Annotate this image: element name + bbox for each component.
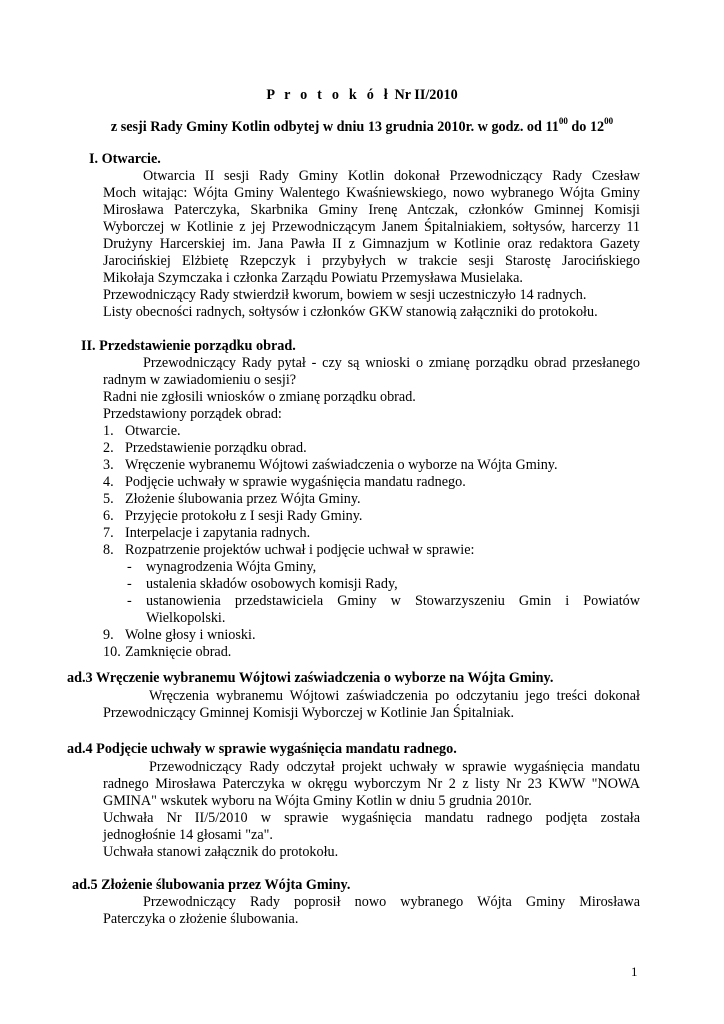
list-item: 10. Zamknięcie obrad. (103, 644, 232, 660)
agenda-intro-line: radnym w zawiadomieniu o sesji? (103, 372, 297, 388)
ad4-line: radnego Mirosława Paterczyka w okręgu wyborczym Nr 2 z listy Nr 23 KWW "NOWA (103, 776, 640, 792)
opening-line: Otwarcia II sesji Rady Gminy Kotlin dokonał Przewodniczący Rady Czesław (143, 168, 640, 184)
section-heading-opening: I. Otwarcie. (89, 151, 161, 167)
ad5-paragraph (103, 894, 640, 928)
ad3-line: Wręczenia wybranemu Wójtowi zaświadczenia po odczytaniu jego treści dokonał (149, 688, 640, 704)
opening-line: Drużyny Harcerskiej im. Jana Pawła II z Gimnazjum w Kotlinie oraz redaktora Gazety (103, 236, 640, 252)
ad5-line: Paterczyka o złożenie ślubowania. (103, 911, 299, 927)
opening-line: Wyborczej w Kotlinie z jej Przewodniczącym Janem Śpitalniakiem, sołtysów, harcerzy 11 (103, 219, 640, 235)
ad4-line: Przewodniczący Rady odczytał projekt uchwały w sprawie wygaśnięcia mandatu (149, 759, 640, 775)
ad5-heading: ad.5 Złożenie ślubowania przez Wójta Gminy. (72, 877, 351, 893)
sub-list-item: - wynagrodzenia Wójta Gminy, (127, 559, 317, 575)
section-heading-agenda: II. Przedstawienie porządku obrad. (81, 338, 296, 354)
agenda-list (103, 423, 640, 661)
list-item: 4. Podjęcie uchwały w sprawie wygaśnięcia mandatu radnego. (103, 474, 466, 490)
list-item: 2. Przedstawienie porządku obrad. (103, 440, 307, 456)
ad4-line: Uchwała Nr II/5/2010 w sprawie wygaśnięcia mandatu radnego podjęta została (103, 810, 640, 826)
ad4-line: GMINA" wskutek wyboru na Wójta Gminy Kotlin w dniu 5 grudnia 2010r. (103, 793, 532, 809)
ad5-line: Przewodniczący Rady poprosił nowo wybranego Wójta Gminy Mirosława (143, 894, 640, 910)
ad4-line: Uchwała stanowi załącznik do protokołu. (103, 844, 339, 860)
opening-paragraph (103, 168, 640, 321)
agenda-intro (103, 355, 640, 423)
opening-line: Mikołaja Szymczaka i członka Zarządu Powiatu Przemysława Musielaka. (103, 270, 523, 286)
ad4-line: jednogłośnie 14 głosami "za". (103, 827, 273, 843)
ad3-heading: ad.3 Wręczenie wybranemu Wójtowi zaświadczenia o wyborze na Wójta Gminy. (67, 670, 554, 686)
list-item: 8. Rozpatrzenie projektów uchwał i podjęcie uchwał w sprawie: (103, 542, 475, 558)
list-item: 6. Przyjęcie protokołu z I sesji Rady Gminy. (103, 508, 363, 524)
session-subtitle: z sesji Rady Gminy Kotlin odbytej w dniu 13 grudnia 2010r. w godz. od $11^{00}$ do $12^{00}$ (110, 116, 614, 135)
list-item: 9. Wolne głosy i wnioski. (103, 627, 256, 643)
presented-agenda-line: Przedstawiony porządek obrad: (103, 406, 282, 422)
list-item: 3. Wręczenie wybranemu Wójtowi zaświadczenia o wyborze na Wójta Gminy. (103, 457, 558, 473)
list-item: 1. Otwarcie. (103, 423, 181, 439)
no-motions-line: Radni nie zgłosili wniosków o zmianę porządku obrad. (103, 389, 416, 405)
sub-list-item-continuation: Wielkopolski. (146, 610, 226, 626)
ad4-heading: ad.4 Podjęcie uchwały w sprawie wygaśnięcia mandatu radnego. (67, 741, 457, 757)
ad4-paragraph (103, 759, 640, 861)
ad3-line: Przewodniczący Gminnej Komisji Wyborczej w Kotlinie Jan Śpitalniak. (103, 705, 515, 721)
protocol-title: P r o t o k ó ł Nr II/2010 (266, 87, 458, 103)
opening-line: Moch witając: Wójta Gminy Walentego Kwaśniewskiego, nowo wybranego Wójta Gminy (103, 185, 640, 201)
agenda-intro-line: Przewodniczący Rady pytał - czy są wnioski o zmianę porządku obrad przesłanego (143, 355, 640, 371)
opening-line: Jarocińskiej Elżbietę Rzepczyk i przybyłych w trakcie sesji Starostę Jarocińskiego (103, 253, 640, 269)
list-item: 7. Interpelacje i zapytania radnych. (103, 525, 311, 541)
attendance-lists-line: Listy obecności radnych, sołtysów i członków GKW stanowią załączniki do protokołu. (103, 304, 598, 320)
page-number: 1 (631, 964, 638, 979)
sub-list-item: - ustalenia składów osobowych komisji Rady, (127, 576, 398, 592)
sub-list-item: - ustanowienia przedstawiciela Gminy w Stowarzyszeniu Gmin i Powiatów (127, 593, 640, 609)
list-item: 5. Złożenie ślubowania przez Wójta Gminy. (103, 491, 361, 507)
quorum-line: Przewodniczący Rady stwierdził kworum, bowiem w sesji uczestniczyło 14 radnych. (103, 287, 587, 303)
ad3-paragraph (103, 688, 640, 722)
opening-line: Mirosława Paterczyka, Skarbnika Gminy Irenę Antczak, członków Gminnej Komisji (103, 202, 640, 218)
